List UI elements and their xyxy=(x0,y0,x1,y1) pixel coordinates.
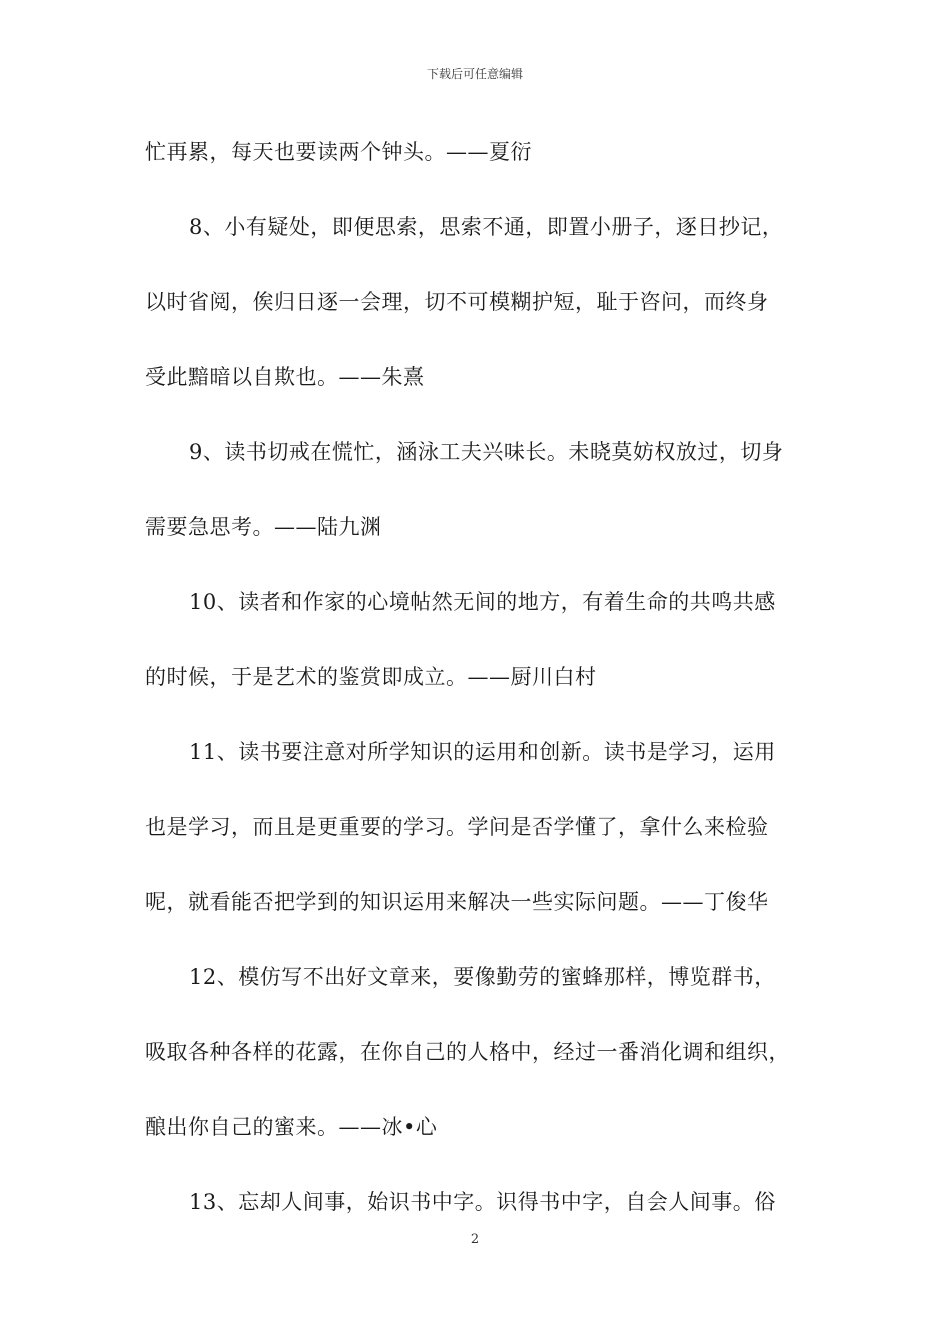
text-line: 12、模仿写不出好文章来，要像勤劳的蜜蜂那样，博览群书， xyxy=(189,965,776,989)
text-line: 的时候，于是艺术的鉴赏即成立。——厨川白村 xyxy=(145,665,597,689)
page-number: 2 xyxy=(470,1232,480,1247)
text-line: 忙再累，每天也要读两个钟头。——夏衍 xyxy=(145,140,532,164)
text-line: 13、忘却人间事，始识书中字。识得书中字，自会人间事。俗 xyxy=(189,1190,776,1214)
text-line: 呢，就看能否把学到的知识运用来解决一些实际问题。——丁俊华 xyxy=(145,890,769,914)
text-line: 8、小有疑处，即便思索，思索不通，即置小册子，逐日抄记， xyxy=(189,215,784,239)
text-line: 也是学习，而且是更重要的学习。学问是否学懂了，拿什么来检验 xyxy=(145,815,769,839)
text-line: 吸取各种各样的花露，在你自己的人格中，经过一番消化调和组织， xyxy=(145,1040,790,1064)
text-line: 11、读书要注意对所学知识的运用和创新。读书是学习，运用 xyxy=(189,740,776,764)
text-line: 需要急思考。——陆九渊 xyxy=(145,515,382,539)
text-line: 受此黯暗以自欺也。——朱熹 xyxy=(145,365,425,389)
text-line: 10、读者和作家的心境帖然无间的地方，有着生命的共鸣共感 xyxy=(189,590,776,614)
text-line: 以时省阅，俟归日逐一会理，切不可模糊护短，耻于咨问，而终身 xyxy=(145,290,769,314)
page-header: 下载后可任意编辑 xyxy=(426,67,523,81)
text-line: 酿出你自己的蜜来。——冰•心 xyxy=(145,1115,438,1139)
text-line: 9、读书切戒在慌忙，涵泳工夫兴味长。未晓莫妨权放过，切身 xyxy=(189,440,784,464)
document-body xyxy=(145,128,817,1253)
